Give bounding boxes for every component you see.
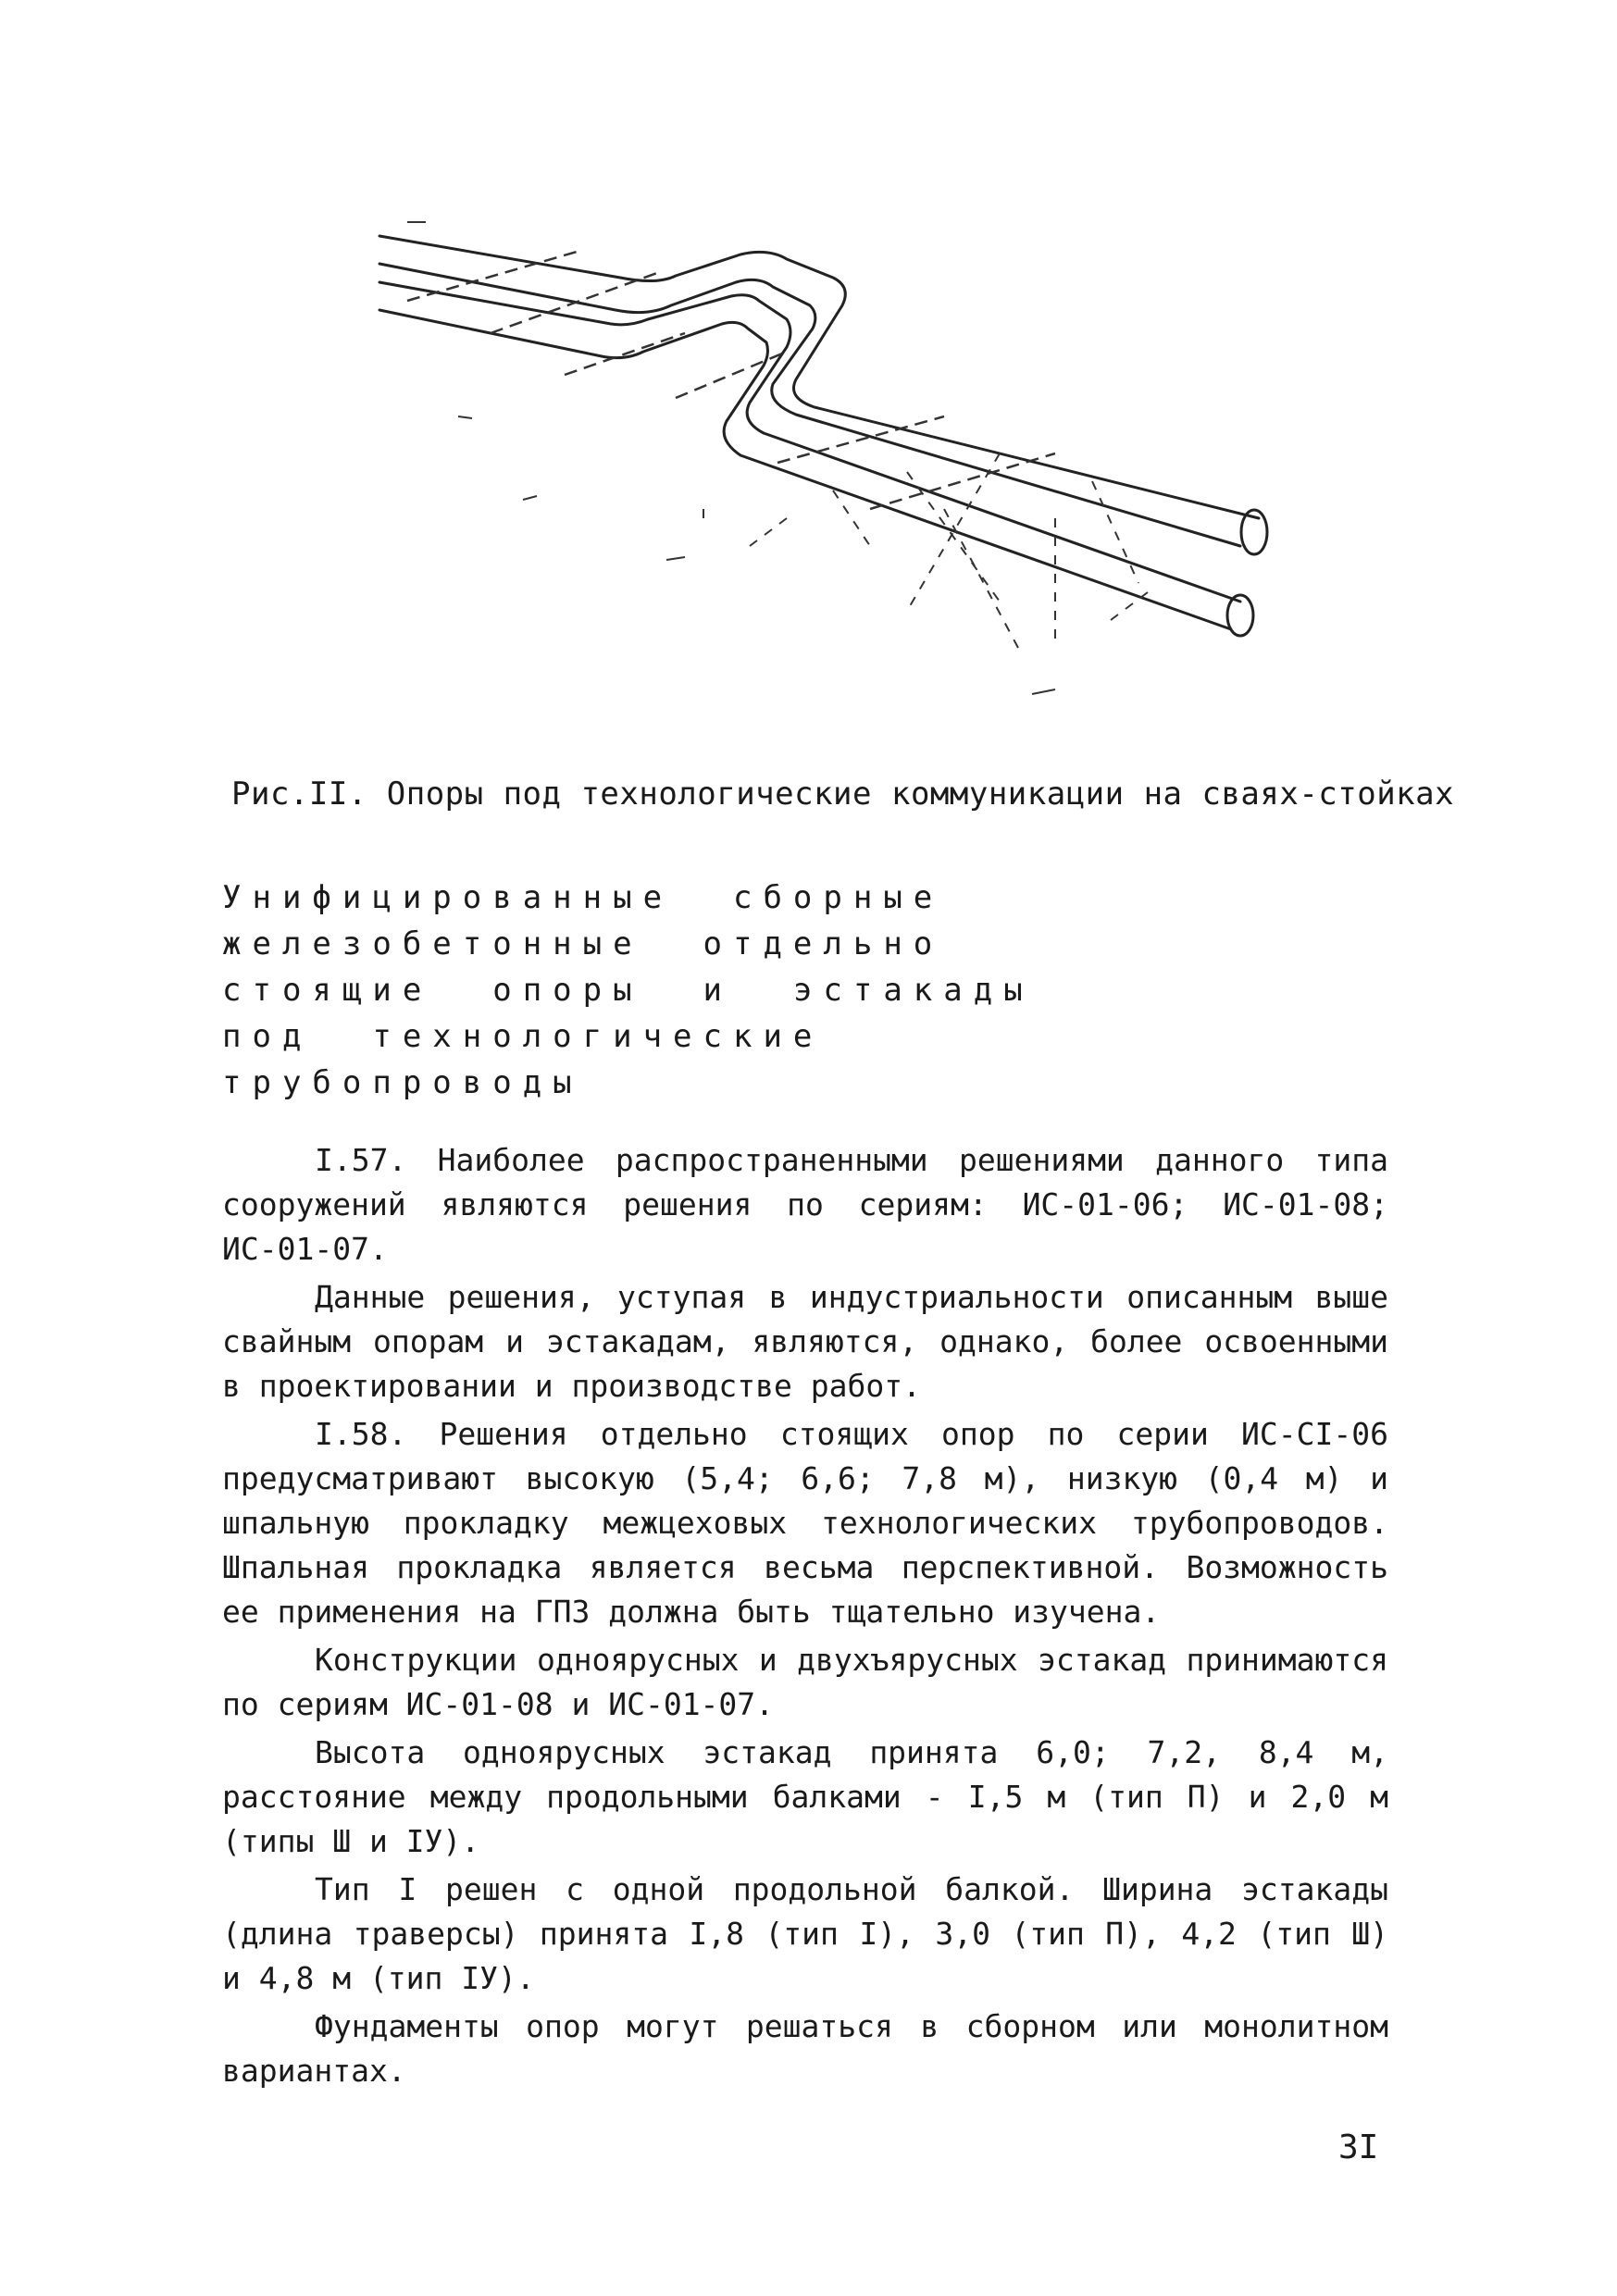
paragraph: Конструкции одноярусных и двухъярусных эстакад принимаются по сериям ИС-01-08 и ИС-01-07.: [222, 1642, 1388, 1722]
strut-7: [750, 518, 787, 546]
paragraph: Данные решения, уступая в индустриальности описанным выше свайным опорам и эстакадам, являются, однако, более освоенными в проектировании и производстве работ.: [222, 1279, 1388, 1404]
tick-4: [666, 557, 685, 560]
tick-5: [1032, 689, 1055, 694]
traverse-5: [777, 416, 944, 463]
pipeline-drawing: [352, 213, 1296, 731]
body-text: [222, 1138, 1388, 2097]
strut-5: [1092, 481, 1138, 583]
heading-line: трубопроводы: [222, 1064, 583, 1101]
heading-line: железобетонные отдельно: [222, 925, 944, 962]
traverse-4: [676, 352, 787, 398]
paragraph: Фундаменты опор могут решаться в сборном или монолитном вариантах.: [222, 2008, 1388, 2089]
pipe-upper-outline-top: [379, 236, 1259, 518]
strut-1: [907, 472, 1000, 602]
paragraph: Тип I решен с одной продольной балкой. Ширина эстакады (длина траверсы) принята I,8 (тип I), 3,0 (тип П), 4,2 (тип Ш) и 4,8 м (тип IУ).: [222, 1871, 1388, 1996]
pipe-lower-outline-bottom: [379, 310, 1231, 629]
tick-2: [458, 416, 472, 418]
paragraph-1-58: I.58. Решения отдельно стоящих опор по серии ИС-СI-06 предусматривают высокую (5,4; 6,6; 7,8 м), низкую (0,4 м) и шпальную прокладку межцеховых технологических трубопроводов. Шпальная прокладка является весьма перспективной. Возможность ее применения на ГПЗ должна быть тщательно изучена.: [222, 1416, 1388, 1630]
page-number: 3I: [1338, 2128, 1379, 2166]
strut-4: [944, 509, 1018, 648]
heading-line: под технологические: [222, 1018, 824, 1055]
figure-caption: Рис.II. Опоры под технологические коммуникации на сваях-стойках: [231, 776, 1455, 813]
heading-line: стоящие опоры и эстакады: [222, 972, 1034, 1009]
paragraph: Высота одноярусных эстакад принята 6,0; 7,2, 8,4 м, расстояние между продольными балками - I,5 м (тип П) и 2,0 м (типы Ш и IУ).: [222, 1734, 1388, 1859]
tick-3: [523, 496, 537, 500]
section-heading: [222, 875, 1425, 1106]
strut-9: [1111, 592, 1148, 620]
paragraph-1-57: I.57. Наиболее распространенными решениями данного типа сооружений являются решения по сериям: ИС-01-06; ИС-01-08; ИС-01-07.: [222, 1142, 1388, 1267]
pipeline-supports-figure: [352, 213, 1296, 731]
traverse-3: [565, 333, 685, 375]
heading-line: Унифицированные сборные: [222, 879, 944, 916]
